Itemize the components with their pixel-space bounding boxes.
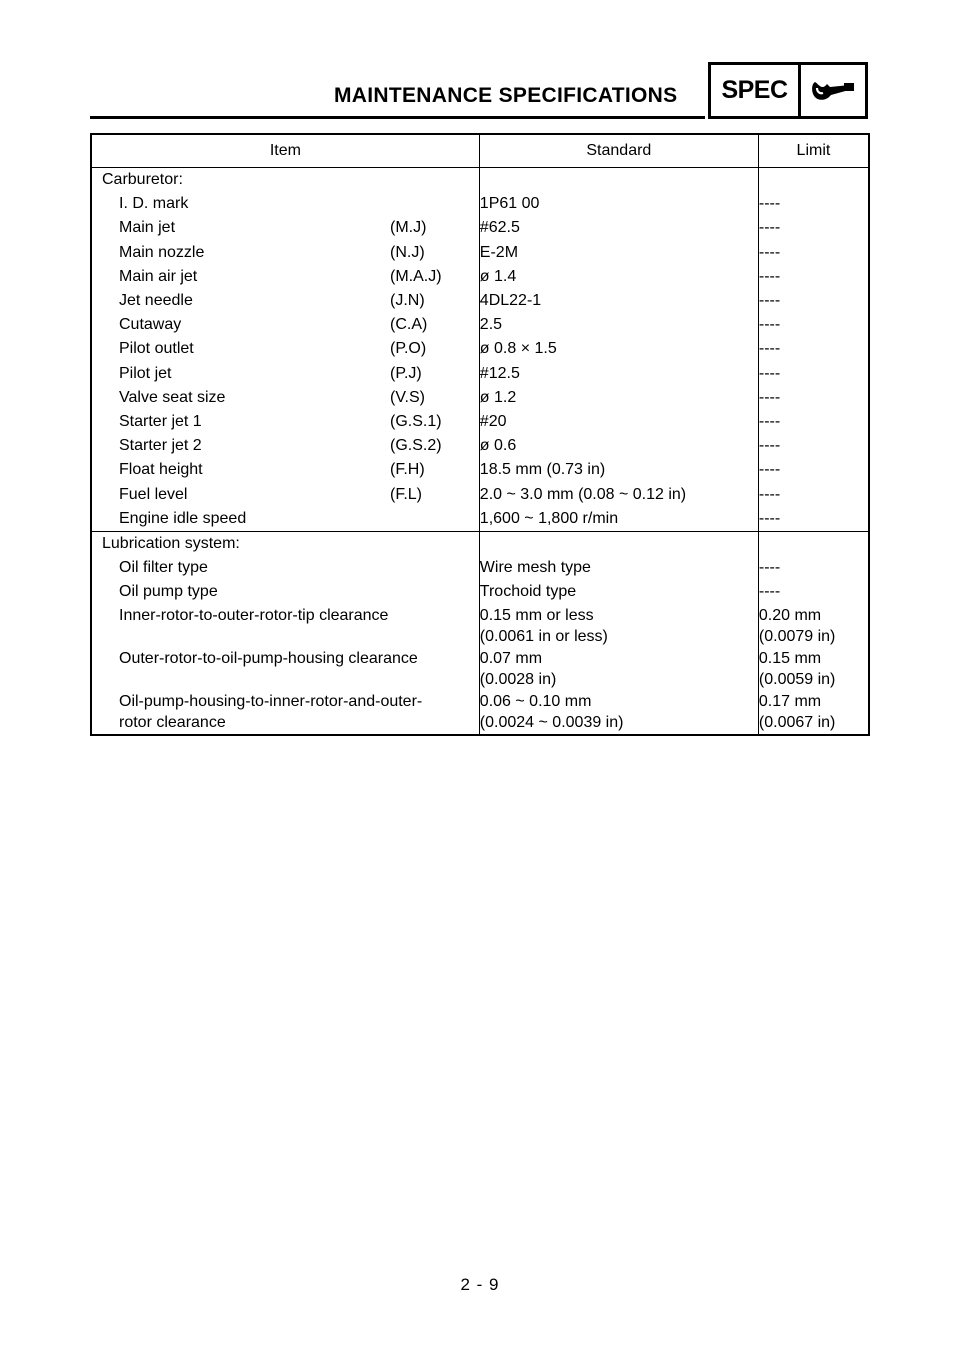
table-row xyxy=(91,507,869,532)
limit-value: ---- xyxy=(758,316,781,334)
column-header-limit: Limit xyxy=(758,134,869,168)
limit-value-line-2: (0.0059 in) xyxy=(758,671,836,689)
table-row xyxy=(91,386,869,410)
table-row xyxy=(91,362,869,386)
standard-value: ø 0.8 × 1.5 xyxy=(479,337,758,361)
table-row xyxy=(91,648,869,691)
section-title-row xyxy=(91,532,869,557)
item-abbreviation: (F.H) xyxy=(390,461,425,479)
item-name: Oil filter type xyxy=(119,559,208,577)
item-name: Oil pump type xyxy=(119,583,218,601)
item-name: Float height xyxy=(119,461,203,479)
item-abbreviation: (P.O) xyxy=(390,340,427,358)
item-name: Starter jet 2 xyxy=(119,437,202,455)
item-abbreviation: (F.L) xyxy=(390,485,422,503)
limit-value: ---- xyxy=(758,461,781,479)
limit-value: ---- xyxy=(758,413,781,431)
table-row xyxy=(91,691,869,735)
standard-value: Trochoid type xyxy=(479,580,758,604)
standard-value: #20 xyxy=(479,410,758,434)
limit-value: ---- xyxy=(758,195,781,213)
standard-value: ø 1.2 xyxy=(479,386,758,410)
standard-value: 18.5 mm (0.73 in) xyxy=(479,458,758,482)
table-row xyxy=(91,192,869,216)
standard-value: 2.0 ~ 3.0 mm (0.08 ~ 0.12 in) xyxy=(479,483,758,507)
table-row xyxy=(91,289,869,313)
item-abbreviation: (P.J) xyxy=(390,364,422,382)
table-row xyxy=(91,241,869,265)
page-number: 2 - 9 xyxy=(460,1275,500,1294)
item-name: Engine idle speed xyxy=(119,509,247,527)
page-title: MAINTENANCE SPECIFICATIONS xyxy=(334,84,678,107)
item-name-line-2: rotor clearance xyxy=(119,714,226,732)
standard-value-line-2: (0.0028 in) xyxy=(479,671,557,689)
column-header-standard: Standard xyxy=(479,134,758,168)
table-row xyxy=(91,605,869,648)
limit-value: ---- xyxy=(758,485,781,503)
limit-value: ---- xyxy=(758,437,781,455)
table-row xyxy=(91,337,869,361)
limit-value: ---- xyxy=(758,364,781,382)
item-name: Cutaway xyxy=(119,316,182,334)
item-name: Main jet xyxy=(119,219,176,237)
limit-value: 0.17 mm xyxy=(758,692,822,710)
item-name: Inner-rotor-to-outer-rotor-tip clearance xyxy=(119,606,389,624)
table-row xyxy=(91,458,869,482)
standard-value-line-2: (0.0061 in or less) xyxy=(479,628,608,646)
spec-badge xyxy=(708,62,868,119)
standard-value: #12.5 xyxy=(479,362,758,386)
item-abbreviation: (J.N) xyxy=(390,292,425,310)
limit-value: ---- xyxy=(758,559,781,577)
item-name: Pilot jet xyxy=(119,364,172,382)
standard-value: ø 0.6 xyxy=(479,434,758,458)
standard-value: 0.15 mm or less xyxy=(479,606,594,624)
limit-value: ---- xyxy=(758,583,781,601)
section-title: Lubrication system: xyxy=(102,535,240,553)
standard-value: 2.5 xyxy=(479,313,758,337)
table-row xyxy=(91,265,869,289)
standard-value: 1P61 00 xyxy=(479,192,758,216)
limit-value: ---- xyxy=(758,219,781,237)
title-underline xyxy=(90,116,705,119)
standard-value: 1,600 ~ 1,800 r/min xyxy=(479,507,758,532)
item-name: Jet needle xyxy=(119,292,193,310)
item-name: Valve seat size xyxy=(119,388,226,406)
standard-value: Wire mesh type xyxy=(479,556,758,580)
section-carburetor xyxy=(91,168,869,532)
section-title-row xyxy=(91,168,869,193)
table-row xyxy=(91,216,869,240)
spec-badge-label: SPEC xyxy=(711,65,801,116)
limit-value: 0.20 mm xyxy=(758,606,822,624)
limit-value-line-2: (0.0079 in) xyxy=(758,628,836,646)
limit-value-line-2: (0.0067 in) xyxy=(758,714,836,732)
limit-value: ---- xyxy=(758,267,781,285)
wrench-icon xyxy=(801,65,865,116)
table-row xyxy=(91,483,869,507)
limit-value: ---- xyxy=(758,388,781,406)
table-row xyxy=(91,434,869,458)
item-abbreviation: (C.A) xyxy=(390,316,428,334)
item-name: Outer-rotor-to-oil-pump-housing clearance xyxy=(119,649,418,667)
item-name: Pilot outlet xyxy=(119,340,194,358)
item-name: Fuel level xyxy=(119,485,188,503)
section-title: Carburetor: xyxy=(102,171,183,188)
limit-value: ---- xyxy=(758,243,781,261)
item-abbreviation: (G.S.1) xyxy=(390,413,442,431)
table-row xyxy=(91,556,869,580)
limit-value: ---- xyxy=(758,340,781,358)
maintenance-spec-table xyxy=(90,133,870,736)
table-header-row xyxy=(91,134,869,168)
item-abbreviation: (G.S.2) xyxy=(390,437,442,455)
item-abbreviation: (N.J) xyxy=(390,243,425,261)
standard-value: ø 1.4 xyxy=(479,265,758,289)
standard-value: 0.06 ~ 0.10 mm xyxy=(479,692,592,710)
section-lubrication-system xyxy=(91,532,869,735)
item-abbreviation: (V.S) xyxy=(390,388,425,406)
column-header-item: Item xyxy=(91,134,479,168)
limit-value: ---- xyxy=(758,292,781,310)
standard-value-line-2: (0.0024 ~ 0.0039 in) xyxy=(479,714,624,732)
item-name: Main air jet xyxy=(119,267,198,285)
item-name: Oil-pump-housing-to-inner-rotor-and-outer- xyxy=(119,692,423,710)
table-row xyxy=(91,410,869,434)
item-abbreviation: (M.A.J) xyxy=(390,267,442,285)
item-name: I. D. mark xyxy=(119,195,189,213)
standard-value: #62.5 xyxy=(479,216,758,240)
table-row xyxy=(91,313,869,337)
item-abbreviation: (M.J) xyxy=(390,219,427,237)
standard-value: 0.07 mm xyxy=(479,649,543,667)
table-row xyxy=(91,580,869,604)
limit-value: 0.15 mm xyxy=(758,649,822,667)
standard-value: E-2M xyxy=(479,241,758,265)
item-name: Starter jet 1 xyxy=(119,413,202,431)
limit-value: ---- xyxy=(758,509,781,527)
standard-value: 4DL22-1 xyxy=(479,289,758,313)
item-name: Main nozzle xyxy=(119,243,205,261)
